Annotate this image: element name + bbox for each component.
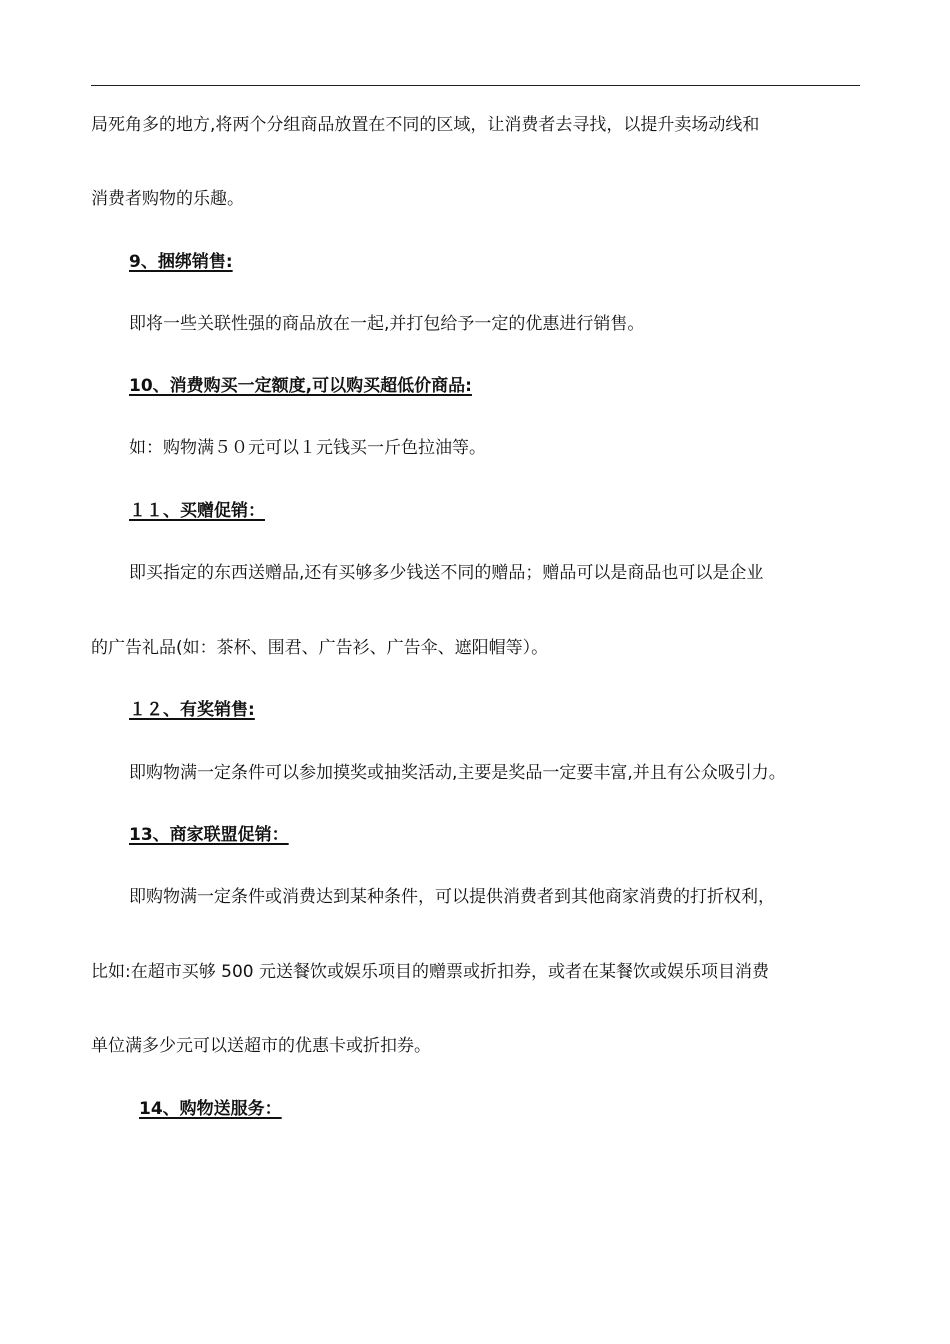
section-heading-14: 14、购物送服务： [139,1099,282,1119]
header-rule [91,85,860,86]
section-heading-13: 13、商家联盟促销： [129,825,289,845]
section-heading-9: 9、捆绑销售: [129,252,233,272]
paragraph-line: 消费者购物的乐趣。 [91,189,244,209]
paragraph-line: 即购物满一定条件可以参加摸奖或抽奖活动,主要是奖品一定要丰富,并且有公众吸引力。 [129,763,786,783]
paragraph-line: 的广告礼品(如：茶杯、围君、广告衫、广告伞、遮阳帽等）。 [91,638,549,658]
section-heading-10: 10、消费购买一定额度,可以购买超低价商品: [129,376,472,396]
paragraph-line: 即将一些关联性强的商品放在一起,并打包给予一定的优惠进行销售。 [129,314,645,334]
section-heading-11: １１、买赠促销： [129,501,265,521]
paragraph-line: 如：购物满５０元可以１元钱买一斤色拉油等。 [129,438,486,458]
paragraph-line: 局死角多的地方,将两个分组商品放置在不同的区域，让消费者去寻找，以提升卖场动线和 [91,115,760,135]
paragraph-line: 即购物满一定条件或消费达到某种条件，可以提供消费者到其他商家消费的打折权利， [129,887,775,907]
section-heading-12: １２、有奖销售: [129,700,255,720]
paragraph-line: 单位满多少元可以送超市的优惠卡或折扣券。 [91,1036,431,1056]
paragraph-line: 即买指定的东西送赠品,还有买够多少钱送不同的赠品；赠品可以是商品也可以是企业 [129,563,764,583]
paragraph-line: 比如:在超市买够 500 元送餐饮或娱乐项目的赠票或折扣券，或者在某餐饮或娱乐项目消费 [91,962,769,982]
